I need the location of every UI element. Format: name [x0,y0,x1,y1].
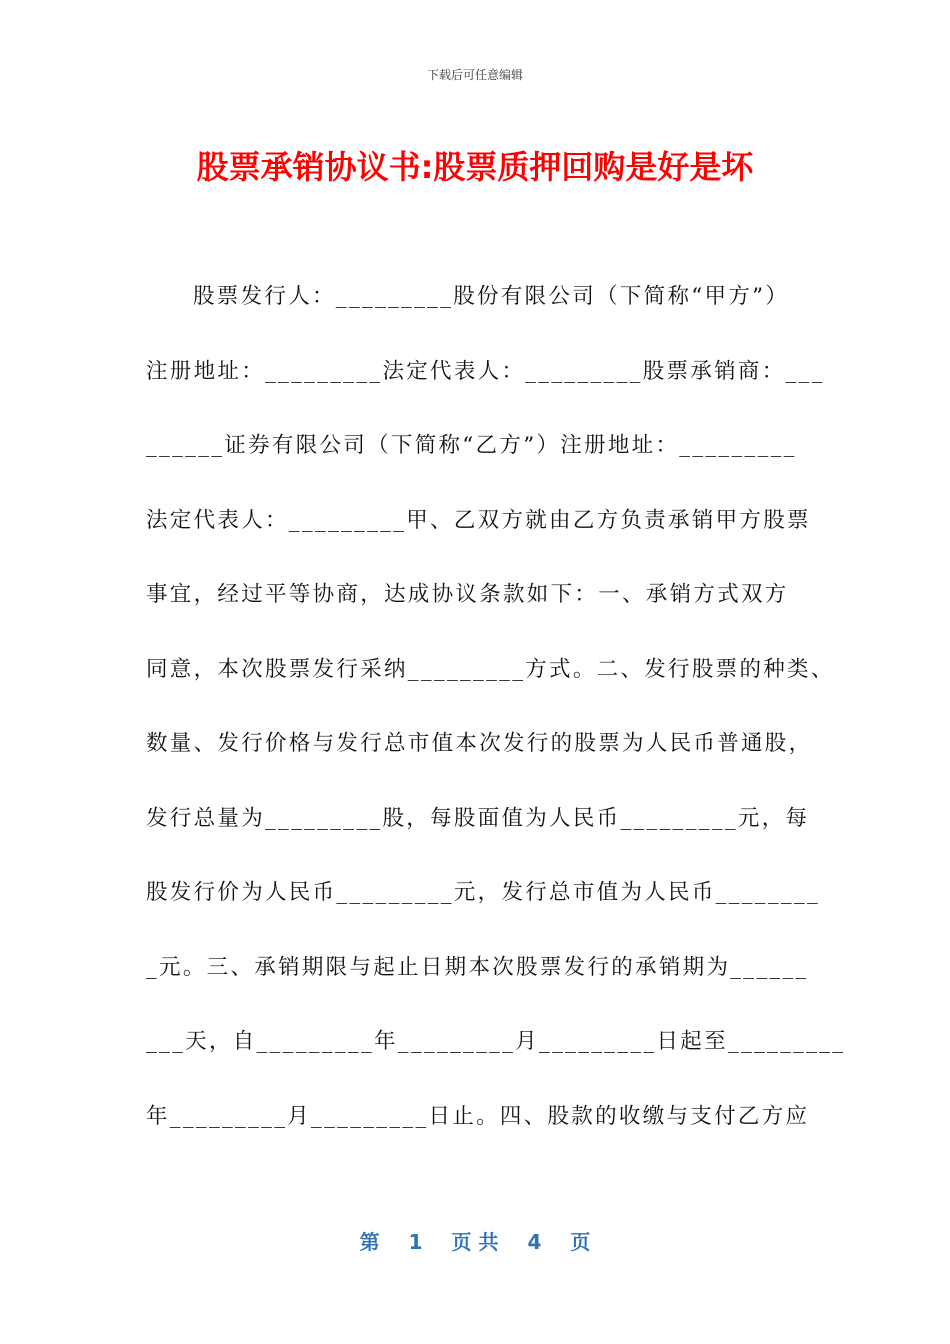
body-line: 同意，本次股票发行采纳_________方式。二、发行股票的种类、 [146,656,835,682]
footer-word-page-total: 页 共 [451,1230,499,1254]
footer-word-page: 第 [359,1230,380,1254]
body-line: 数量、发行价格与发行总市值本次发行的股票为人民币普通股， [146,731,813,756]
footer-current-page: 1 [408,1230,423,1254]
body-line: 法定代表人：_________甲、乙双方就由乙方负责承销甲方股票 [146,507,811,533]
body-line: 注册地址：_________法定代表人：_________股票承销商：___ [146,358,825,384]
body-line: ______证券有限公司（下简称“乙方”）注册地址：_________ [146,433,797,458]
document-body [146,260,846,1154]
page-header-note: 下载后可任意编辑 [426,68,523,82]
body-line: 股发行价为人民币_________元，发行总市值为人民币________ [146,880,821,905]
body-line: 事宜，经过平等协商，达成协议条款如下：一、承销方式双方 [146,582,789,607]
body-line: 发行总量为_________股，每股面值为人民币_________元，每 [146,805,810,831]
body-line: 股票发行人：_________股份有限公司（下简称“甲方”） [193,284,790,309]
body-line: 年_________月_________日止。四、股款的收缴与支付乙方应 [146,1103,810,1129]
page-number-footer [0,1226,950,1255]
footer-total-pages: 4 [527,1230,542,1254]
body-line: _元。三、承销期限与起止日期本次股票发行的承销期为______ [146,954,809,980]
footer-word-page-end: 页 [570,1230,591,1254]
body-line: ___天，自_________年_________月_________日起至_________ [146,1029,846,1054]
document-title: 股票承销协议书:股票质押回购是好是坏 [196,148,754,186]
